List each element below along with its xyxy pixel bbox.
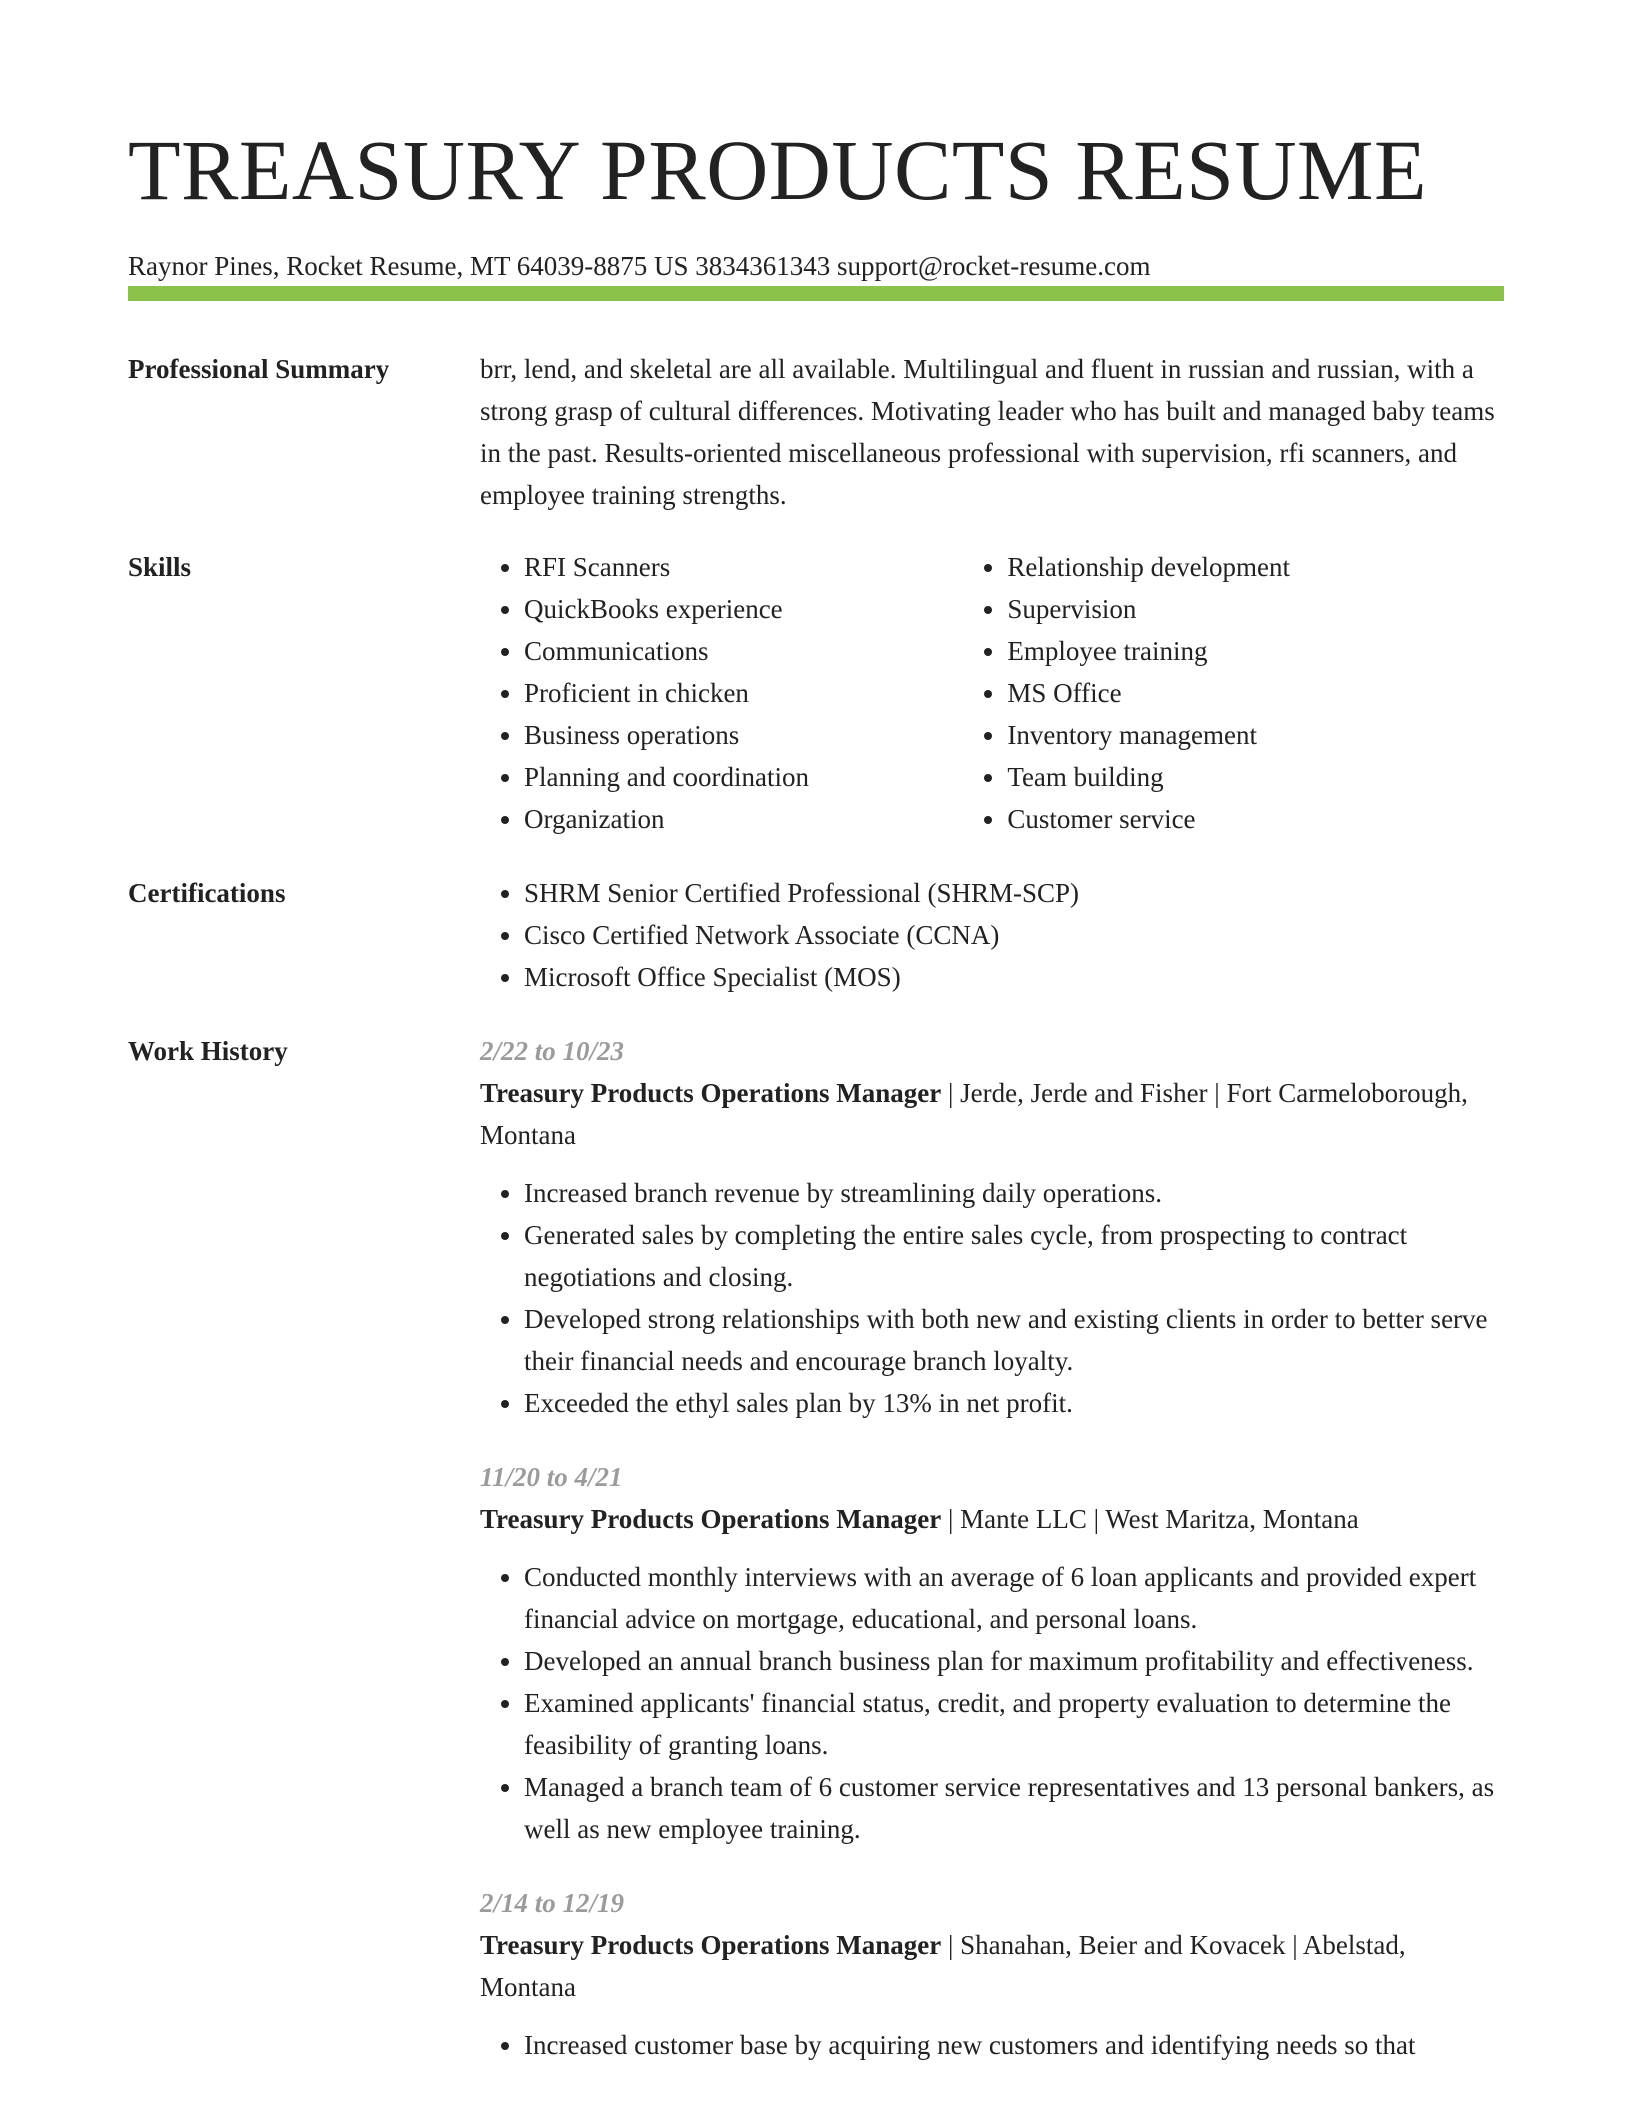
skill-item: • Communications	[524, 630, 963, 672]
job-bullet: • Increased branch revenue by streamlining daily operations.	[524, 1172, 1504, 1214]
skill-item: • Business operations	[524, 714, 963, 756]
skills-list-right	[963, 546, 1504, 840]
resume-title: TREASURY PRODUCTS RESUME	[128, 122, 1428, 218]
job-dates: 2/22 to 10/23	[480, 1036, 625, 1066]
job-bullet: • Managed a branch team of 6 customer service representatives and 13 personal bankers, as well as new employee training.	[524, 1766, 1504, 1850]
job-bullets	[480, 1172, 1504, 1424]
job-details: | Shanahan, Beier and Kovacek | Abelstad, Montana	[480, 1930, 1406, 2002]
skill-item: • Supervision	[1007, 588, 1504, 630]
certifications-list	[480, 872, 1504, 998]
job-title: Treasury Products Operations Manager	[480, 1930, 942, 1960]
job-heading	[480, 1072, 1504, 1156]
job-bullet: • Exceeded the ethyl sales plan by 13% in net profit.	[524, 1382, 1504, 1424]
certification-item: • Microsoft Office Specialist (MOS)	[524, 956, 1504, 998]
work-history-body	[480, 1030, 1504, 2098]
certifications-body	[480, 872, 1504, 998]
job-bullet: • Conducted monthly interviews with an average of 6 loan applicants and provided expert financial advice on mortgage, educational, and personal loans.	[524, 1556, 1504, 1640]
job-bullet: • Developed an annual branch business plan for maximum profitability and effectiveness.	[524, 1640, 1504, 1682]
skill-item: • Organization	[524, 798, 963, 840]
summary-body	[480, 348, 1504, 516]
summary-text: brr, lend, and skeletal are all available. Multilingual and fluent in russian and russian, with a strong grasp of cultural differences. Motivating leader who has built and managed baby teams in the past. Results-oriented miscellaneous professional with supervision, rfi scanners, and employee training strengths.	[480, 354, 1495, 510]
skill-item: • Planning and coordination	[524, 756, 963, 798]
job-bullet: • Increased customer base by acquiring new customers and identifying needs so that	[524, 2024, 1504, 2066]
skill-item: • RFI Scanners	[524, 546, 963, 588]
accent-divider	[128, 286, 1504, 301]
job-details: | Jerde, Jerde and Fisher | Fort Carmeloborough, Montana	[480, 1078, 1468, 1150]
skill-item: • QuickBooks experience	[524, 588, 963, 630]
job-entry	[480, 1030, 1504, 1424]
summary-heading: Professional Summary	[128, 354, 390, 384]
skills-heading: Skills	[128, 552, 192, 582]
work-history-heading: Work History	[128, 1036, 288, 1066]
skill-item: • Team building	[1007, 756, 1504, 798]
job-title: Treasury Products Operations Manager	[480, 1504, 942, 1534]
certification-item: • Cisco Certified Network Associate (CCNA)	[524, 914, 1504, 956]
job-heading	[480, 1498, 1504, 1540]
skill-item: • Employee training	[1007, 630, 1504, 672]
skills-body	[480, 546, 1504, 840]
job-dates: 2/14 to 12/19	[480, 1888, 625, 1918]
skill-item: • Relationship development	[1007, 546, 1504, 588]
skill-item: • Proficient in chicken	[524, 672, 963, 714]
job-bullets	[480, 2024, 1504, 2066]
job-entry	[480, 1456, 1504, 1850]
skill-item: • Customer service	[1007, 798, 1504, 840]
job-title: Treasury Products Operations Manager	[480, 1078, 942, 1108]
job-bullet: • Examined applicants' financial status, credit, and property evaluation to determine the feasibility of granting loans.	[524, 1682, 1504, 1766]
job-dates: 11/20 to 4/21	[480, 1462, 623, 1492]
certification-item: • SHRM Senior Certified Professional (SHRM-SCP)	[524, 872, 1504, 914]
job-bullet: • Developed strong relationships with both new and existing clients in order to better serve their financial needs and encourage branch loyalty.	[524, 1298, 1504, 1382]
job-details: | Mante LLC | West Maritza, Montana	[941, 1504, 1359, 1534]
job-bullets	[480, 1556, 1504, 1850]
skill-item: • MS Office	[1007, 672, 1504, 714]
job-heading	[480, 1924, 1504, 2008]
certifications-heading: Certifications	[128, 878, 286, 908]
skill-item: • Inventory management	[1007, 714, 1504, 756]
job-bullet: • Generated sales by completing the entire sales cycle, from prospecting to contract negotiations and closing.	[524, 1214, 1504, 1298]
job-entry	[480, 1882, 1504, 2066]
skills-list-left	[480, 546, 963, 840]
resume-header	[128, 120, 1504, 286]
contact-line: Raynor Pines, Rocket Resume, MT 64039-8875 US 3834361343 support@rocket-resume.com	[128, 251, 1151, 281]
